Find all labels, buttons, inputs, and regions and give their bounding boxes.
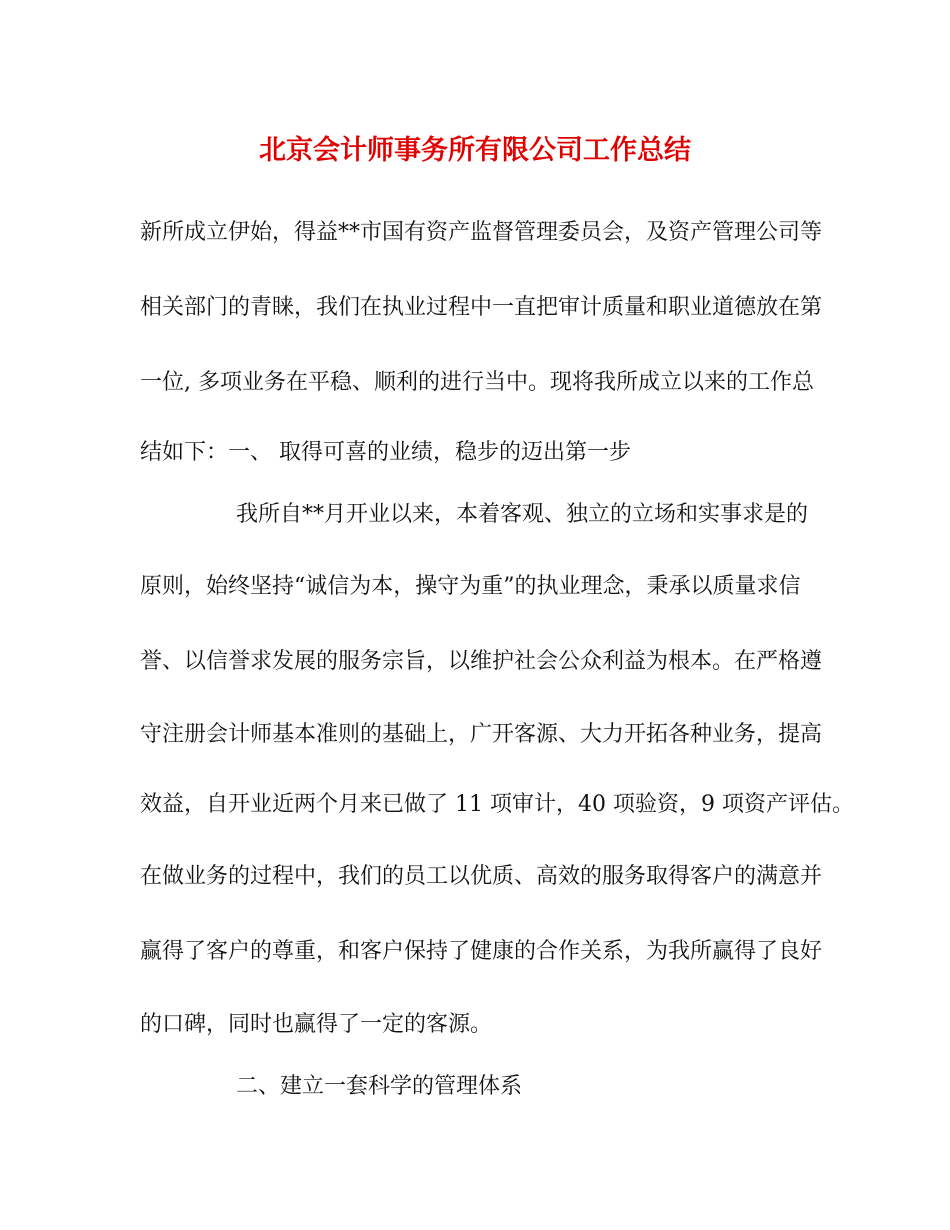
body-line: 效益，自开业近两个月来已做了 11 项审计，40 项验资，9 项资产评估。: [140, 792, 854, 817]
body-line: 誉、以信誉求发展的服务宗旨，以维护社会公众利益为根本。在严格遵: [140, 649, 823, 674]
section-heading: 二、建立一套科学的管理体系: [236, 1074, 523, 1099]
body-line: 一位, 多项业务在平稳、顺利的进行当中。现将我所成立以来的工作总: [140, 370, 814, 395]
body-line: 结如下：一、 取得可喜的业绩，稳步的迈出第一步: [140, 440, 631, 465]
body-line: 在做业务的过程中，我们的员工以优质、高效的服务取得客户的满意并: [140, 864, 823, 889]
body-line: 我所自**月开业以来，本着客观、独立的立场和实事求是的: [236, 502, 809, 527]
body-line: 新所成立伊始，得益**市国有资产监督管理委员会，及资产管理公司等: [140, 220, 823, 245]
body-line: 的口碑，同时也赢得了一定的客源。: [140, 1012, 493, 1037]
body-line: 原则，始终坚持“诚信为本，操守为重”的执业理念，秉承以质量求信: [140, 574, 801, 599]
body-line: 守注册会计师基本准则的基础上，广开客源、大力开拓各种业务，提高: [140, 722, 823, 747]
body-line: 相关部门的青睐，我们在执业过程中一直把审计质量和职业道德放在第: [140, 295, 823, 320]
body-line: 赢得了客户的尊重，和客户保持了健康的合作关系，为我所赢得了良好: [140, 939, 823, 964]
document-title: 北京会计师事务所有限公司工作总结: [259, 135, 691, 166]
